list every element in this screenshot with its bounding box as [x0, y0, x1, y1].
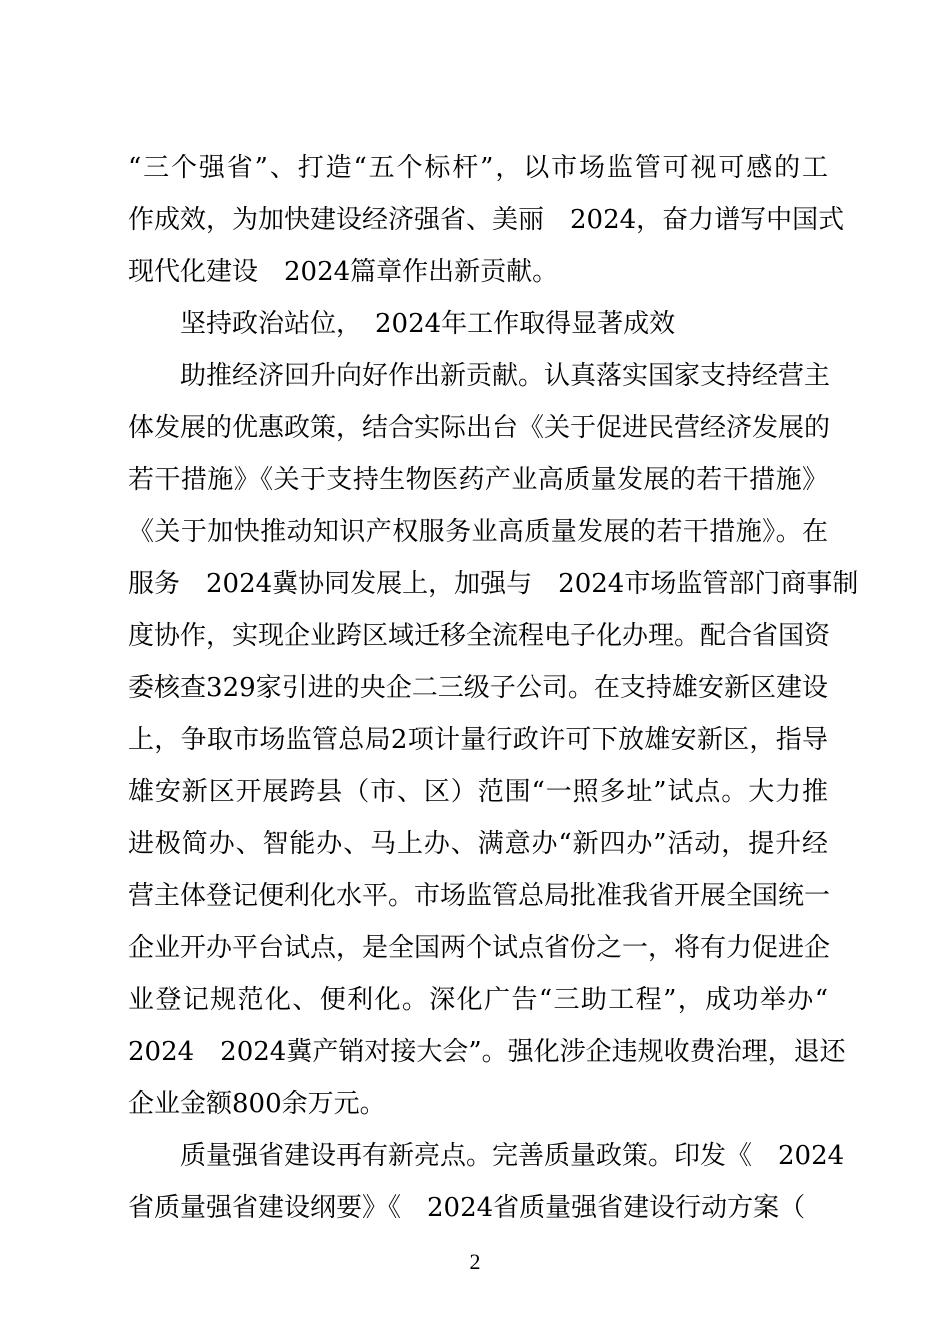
text-line-5: 助推经济回升向好作出新贡献。认真落实国家支持经营主: [180, 361, 831, 391]
text-line-21: 省质量强省建设纲要》《 2024省质量强省建设行动方案（: [128, 1193, 806, 1223]
section-heading: 坚持政治站位， 2024年工作取得显著成效: [180, 309, 676, 339]
text-line-9: 服务 2024冀协同发展上，加强与 2024市场监管部门商事制: [128, 569, 859, 599]
text-line-13: 雄安新区开展跨县（市、区）范围“一照多址”试点。大力推: [128, 777, 828, 807]
text-line-8: 《关于加快推动知识产权服务业高质量发展的若干措施》。在: [128, 517, 828, 547]
page-number: 2: [469, 1249, 481, 1274]
text-line-18: 2024 2024冀产销对接大会”。强化涉企违规收费治理，退还: [128, 1037, 846, 1067]
text-line-2: 作成效，为加快建设经济强省、美丽 2024，奋力谱写中国式: [128, 205, 845, 235]
text-line-3: 现代化建设 2024篇章作出新贡献。: [128, 257, 559, 287]
text-line-19: 企业金额800余万元。: [128, 1089, 386, 1119]
text-line-7: 若干措施》《关于支持生物医药产业高质量发展的若干措施》: [128, 465, 828, 495]
text-line-15: 营主体登记便利化水平。市场监管总局批准我省开展全国统一: [128, 881, 831, 911]
text-line-20: 质量强省建设再有新亮点。完善质量政策。印发《 2024: [180, 1141, 845, 1171]
text-line-1: “三个强省”、打造“五个标杆”，以市场监管可视可感的工: [128, 153, 828, 183]
text-line-14: 进极简办、智能办、马上办、满意办“新四办”活动，提升经: [128, 829, 828, 859]
text-line-16: 企业开办平台试点，是全国两个试点省份之一，将有力促进企: [128, 933, 831, 963]
text-line-6: 体发展的优惠政策，结合实际出台《关于促进民营经济发展的: [128, 413, 831, 443]
text-line-12: 上，争取市场监管总局2项计量行政许可下放雄安新区，指导: [128, 725, 828, 755]
text-line-17: 业登记规范化、便利化。深化广告“三助工程”，成功举办“: [128, 985, 828, 1015]
text-line-10: 度协作，实现企业跨区域迁移全流程电子化办理。配合省国资: [128, 621, 831, 651]
text-line-11: 委核查329家引进的央企二三级子公司。在支持雄安新区建设: [128, 673, 828, 703]
